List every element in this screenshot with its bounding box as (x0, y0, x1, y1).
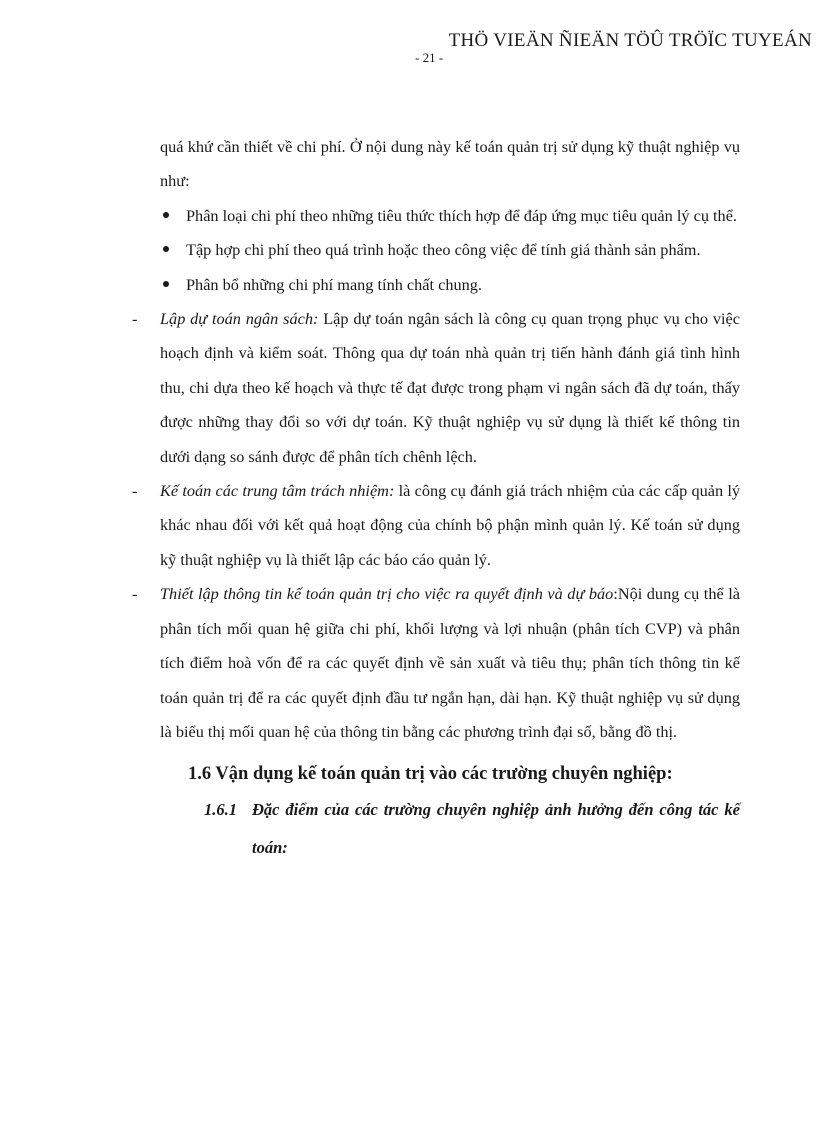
bullet-list (160, 199, 740, 302)
dash-item-title: Lập dự toán ngân sách: (160, 309, 319, 329)
bullet-item (160, 199, 740, 233)
section-heading: 1.6 Vận dụng kế toán quản trị vào các trường chuyên nghiệp: (188, 764, 673, 785)
dash-item-decision (132, 577, 740, 749)
bullet-text: Phân bổ những chi phí mang tính chất chung. (186, 274, 482, 294)
bullet-text: Tập hợp chi phí theo quá trình hoặc theo công việc để tính giá thành sản phẩm. (186, 240, 701, 260)
subsection-number: 1.6.1 (204, 800, 237, 820)
dash-item-responsibility (132, 474, 741, 577)
bullet-dot-icon (163, 281, 169, 287)
bullet-text: Phân loại chi phí theo những tiêu thức thích hợp để đáp ứng mục tiêu quản lý cụ thể. (186, 205, 737, 225)
intro-paragraph: quá khứ cần thiết về chi phí. Ở nội dung này kế toán quản trị sử dụng kỹ thuật nghiệp vụ như: (160, 137, 740, 191)
dash-marker: - (132, 309, 138, 329)
dash-item-body: :Nội dung cụ thể là phân tích mối quan hệ giữa chi phí, khối lượng và lợi nhuận (phân tích CVP) và phân tích điểm hoà vốn để ra các quyết định về sản xuất và tiêu thụ; phân tích thông tin kế toán quản trị để ra các quyết định đầu tư ngắn hạn, dài hạn. Kỹ thuật nghiệp vụ sử dụng là biểu thị mối quan hệ của thông tin bằng các phương trình đại số, bằng đồ thị. (160, 584, 740, 741)
page-number: - 21 - (415, 50, 444, 65)
bullet-dot-icon (163, 212, 169, 218)
dash-marker: - (132, 481, 138, 501)
header-title: THÖ VIEÄN ÑIEÄN TÖÛ TRÖÏC TUYEÁN (448, 30, 812, 51)
subsection-text: Đặc điểm của các trường chuyên nghiệp ảnh hưởng đến công tác kế toán: (252, 800, 740, 858)
bullet-dot-icon (163, 246, 169, 252)
dash-item-body: Lập dự toán ngân sách là công cụ quan trọng phục vụ cho việc hoạch định và kiểm soát. Thông qua dự toán nhà quản trị tiến hành đánh giá tình hình thu, chi dựa theo kế hoạch và thực tế đạt được trong phạm vi ngân sách đã dự toán, thấy được những thay đổi so với dự toán. Kỹ thuật nghiệp vụ sử dụng là thiết kế thông tin dưới dạng so sánh được để phân tích chênh lệch. (160, 309, 740, 466)
dash-item-title: Thiết lập thông tin kế toán quản trị cho việc ra quyết định và dự báo (160, 584, 614, 604)
document-body (132, 130, 741, 867)
dash-item-title: Kế toán các trung tâm trách nhiệm: (160, 481, 395, 501)
bullet-item (160, 268, 740, 302)
dash-item-body: là công cụ đánh giá trách nhiệm của các cấp quản lý khác nhau đối với kết quả hoạt động của chính bộ phận mình quản lý. Kế toán sử dụng kỹ thuật nghiệp vụ là thiết lập các báo cáo quản lý. (160, 481, 741, 569)
dash-marker: - (132, 584, 138, 604)
subsection-heading (204, 791, 740, 867)
bullet-item (160, 233, 740, 267)
dash-item-budget (132, 302, 740, 474)
